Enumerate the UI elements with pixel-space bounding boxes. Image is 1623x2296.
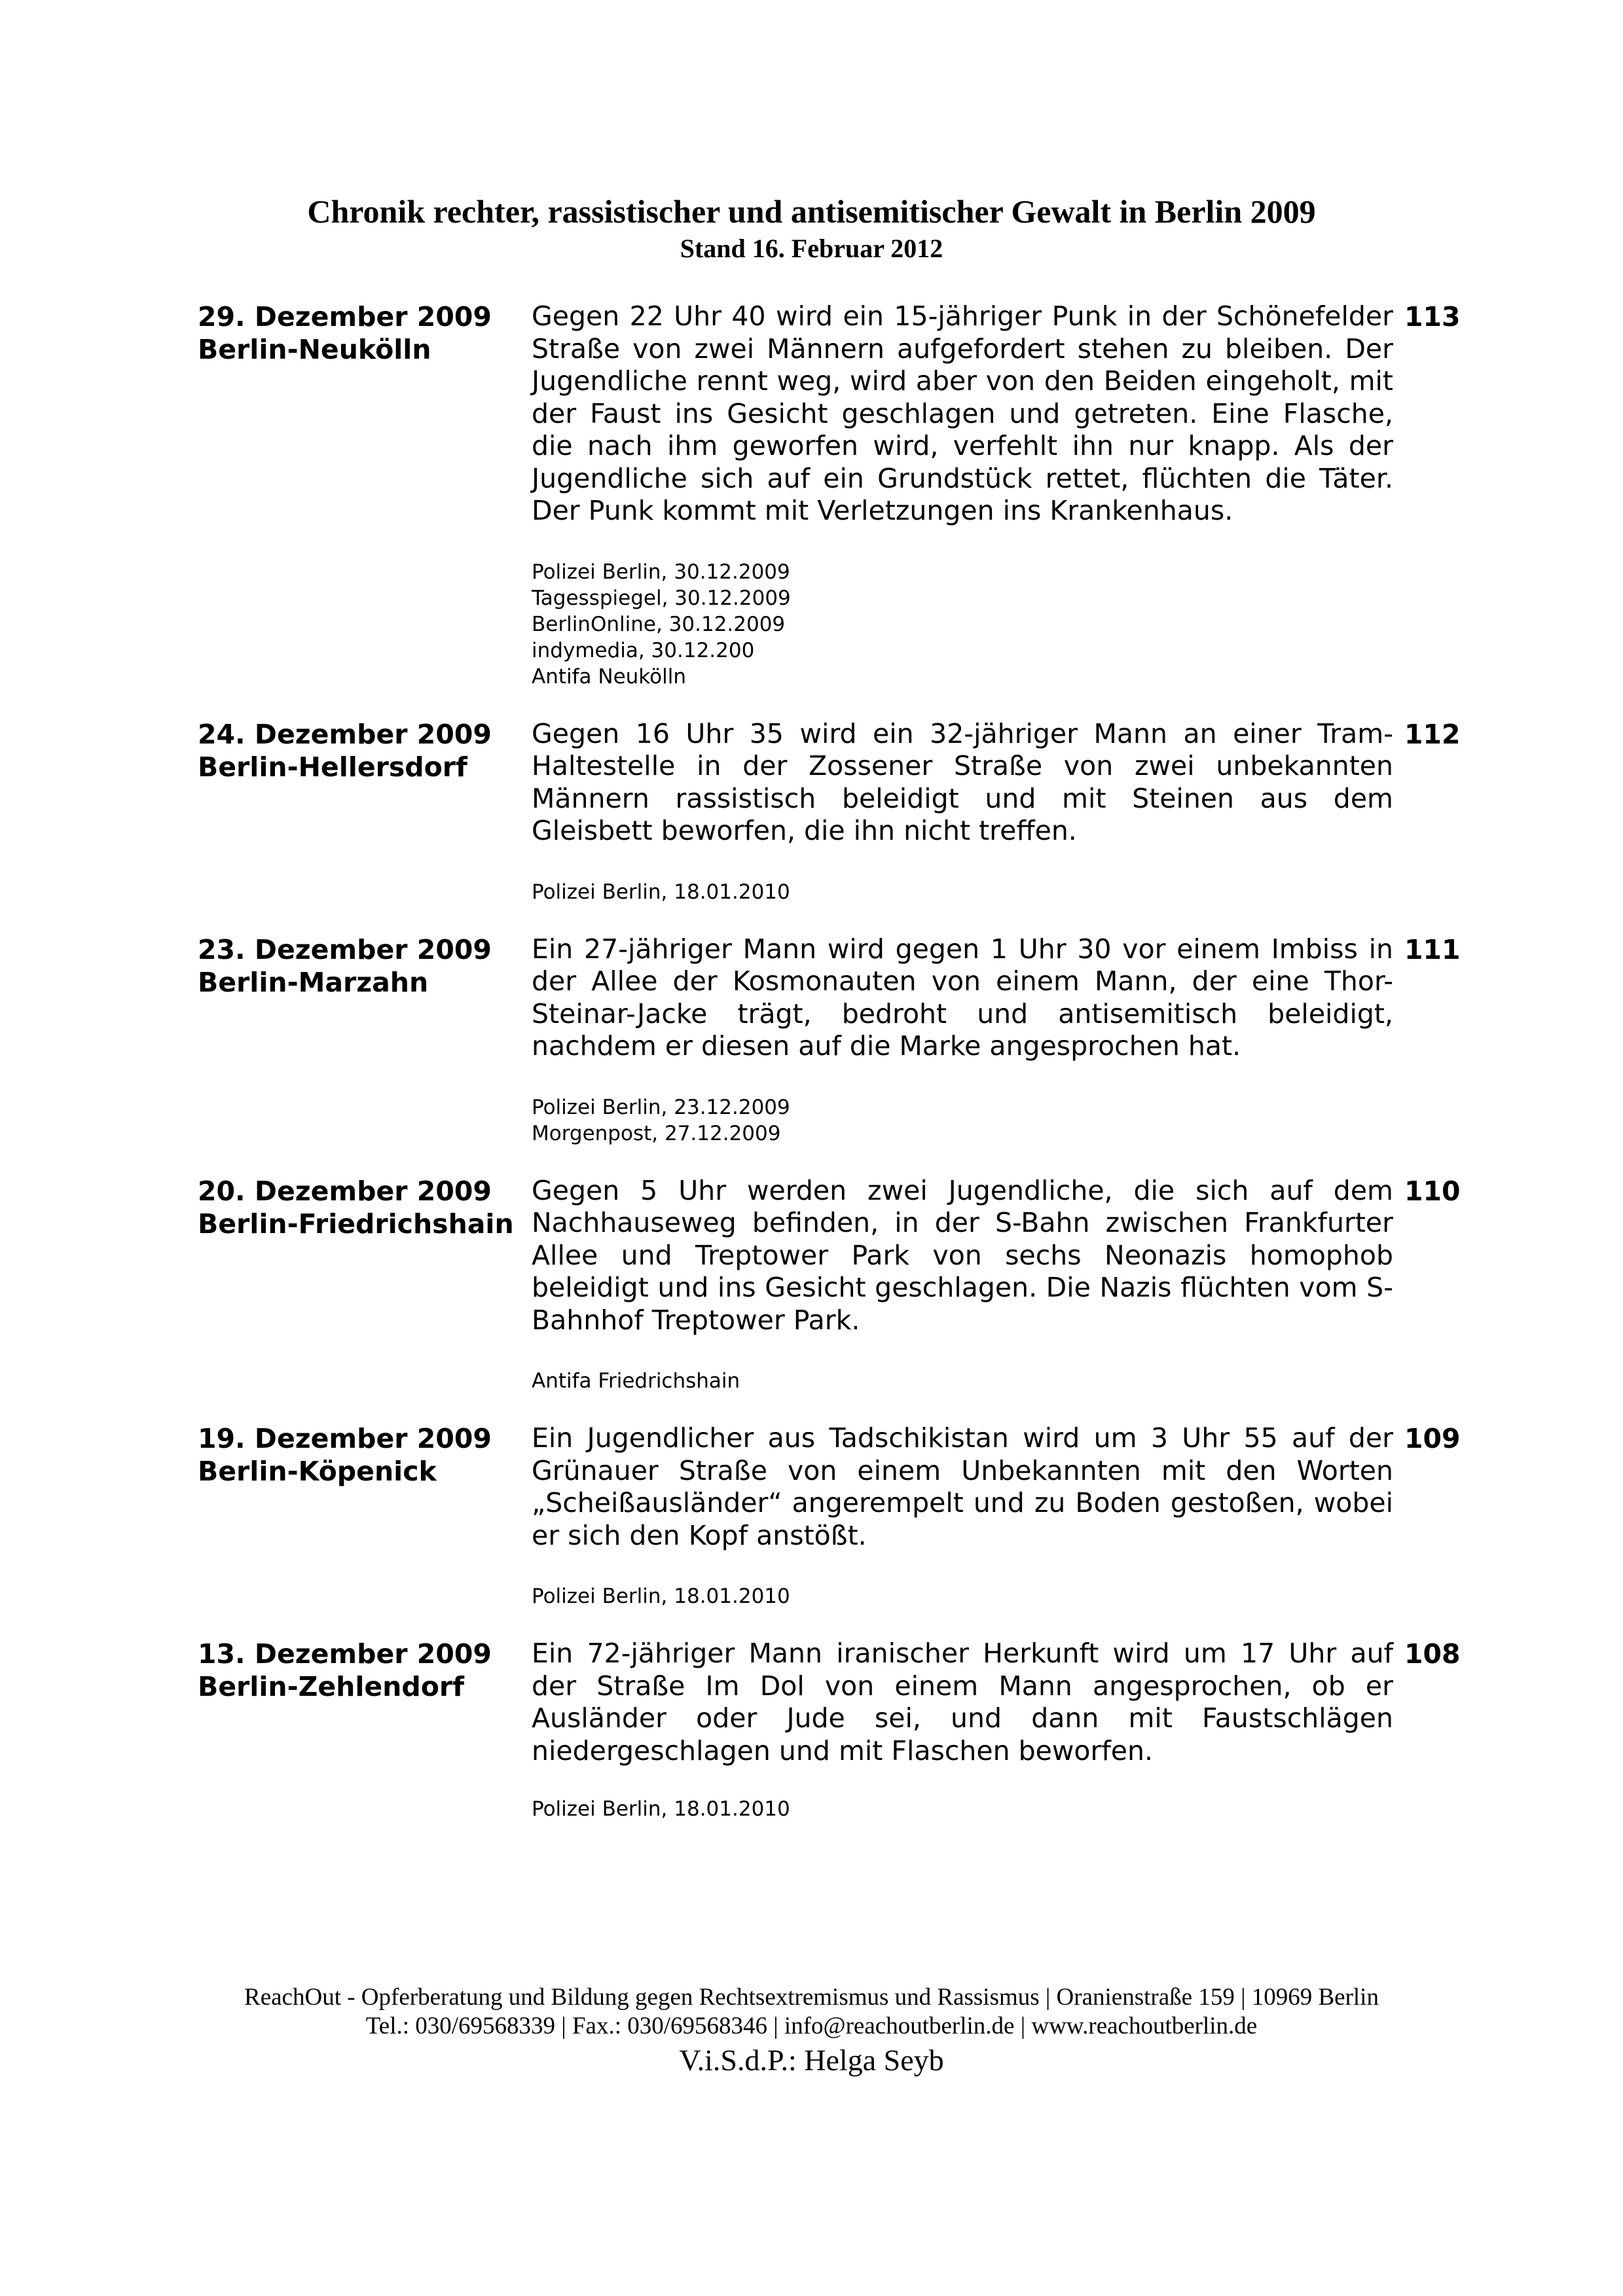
document-header	[0, 191, 1623, 266]
entry-source: Antifa Neukölln	[532, 664, 686, 689]
entry-number: 111	[1404, 933, 1461, 965]
entry-date-location	[198, 1175, 538, 1240]
entry-source: Polizei Berlin, 23.12.2009	[532, 1095, 790, 1119]
entry-date: 13. Dezember 2009	[198, 1638, 492, 1670]
entry-text: Gegen 16 Uhr 35 wird ein 32-jähriger Mann an einer Tram-Haltestelle in der Zossener Straße von zwei unbekannten Männern rassistisch beleidigt und mit Steinen aus dem Gleisbett beworfen, die ihn nicht treffen.	[532, 717, 1393, 846]
entry-location: Berlin-Hellersdorf	[198, 751, 467, 783]
entry-date-location	[198, 718, 538, 783]
page-footer	[0, 1983, 1623, 2080]
entry-sources	[532, 879, 1393, 905]
document-title: Chronik rechter, rassistischer und antisemitischer Gewalt in Berlin 2009	[307, 193, 1316, 230]
entry-text: Ein 72-jähriger Mann iranischer Herkunft wird um 17 Uhr auf der Straße Im Dol von einem Mann angesprochen, ob er Ausländer oder Jude sei, und dann mit Faustschlägen niedergeschlagen und mit Flaschen beworfen.	[532, 1638, 1393, 1767]
entry-source: BerlinOnline, 30.12.2009	[532, 612, 786, 636]
footer-organization: ReachOut - Opferberatung und Bildung gegen Rechtsextremismus und Rassismus | Oranienstraße 159 | 10969 Berlin	[244, 1984, 1379, 2011]
entry-date-location	[198, 933, 538, 999]
entry-date-location	[198, 1422, 538, 1488]
footer-contact: Tel.: 030/69568339 | Fax.: 030/69568346 | info@reachoutberlin.de | www.reachoutberlin.de	[365, 2013, 1258, 2039]
entry-source: Polizei Berlin, 30.12.2009	[532, 560, 790, 584]
entry-text: Ein 27-jähriger Mann wird gegen 1 Uhr 30 vor einem Imbiss in der Allee der Kosmonauten von einem Mann, der eine Thor-Steinar-Jacke trägt, bedroht und antisemitisch beleidigt, nachdem er diesen auf die Marke angesprochen hat.	[532, 933, 1393, 1062]
entry-number: 108	[1404, 1638, 1461, 1670]
chronicle-entry	[198, 933, 1494, 1147]
entry-sources	[532, 1368, 1393, 1394]
entry-location: Berlin-Marzahn	[198, 966, 429, 998]
entry-source: indymedia, 30.12.200	[532, 638, 755, 662]
entry-text: Ein Jugendlicher aus Tadschikistan wird um 3 Uhr 55 auf der Grünauer Straße von einem Unbekannten mit den Worten „Scheißausländer“ angerempelt und zu Boden gestoßen, wobei er sich den Kopf anstößt.	[532, 1422, 1393, 1551]
entry-number: 110	[1404, 1175, 1461, 1207]
entry-source: Polizei Berlin, 18.01.2010	[532, 880, 790, 904]
chronicle-entry	[198, 718, 1494, 905]
entry-date: 29. Dezember 2009	[198, 301, 492, 332]
entry-location: Berlin-Neukölln	[198, 334, 431, 365]
entry-body	[532, 300, 1393, 690]
entry-location: Berlin-Köpenick	[198, 1456, 437, 1487]
entry-sources	[532, 559, 1393, 690]
entry-text: Gegen 5 Uhr werden zwei Jugendliche, die sich auf dem Nachhauseweg befinden, in der S-Bahn zwischen Frankfurter Allee und Treptower Park von sechs Neonazis homophob beleidigt und ins Gesicht geschlagen. Die Nazis flüchten vom S-Bahnhof Treptower Park.	[532, 1174, 1393, 1336]
entry-body	[532, 1175, 1393, 1395]
entry-number: 112	[1404, 718, 1461, 750]
entry-date-location	[198, 1638, 538, 1703]
entry-location: Berlin-Friedrichshain	[198, 1208, 514, 1240]
entry-sources	[532, 1094, 1393, 1147]
entry-date: 24. Dezember 2009	[198, 718, 492, 750]
entry-text: Gegen 22 Uhr 40 wird ein 15-jähriger Punk in der Schönefelder Straße von zwei Männern aufgefordert stehen zu bleiben. Der Jugendliche rennt weg, wird aber von den Beiden eingeholt, mit der Faust ins Gesicht geschlagen und getreten. Eine Flasche, die nach ihm geworfen wird, verfehlt ihn nur knapp. Als der Jugendliche sich auf ein Grundstück rettet, flüchten die Täter. Der Punk kommt mit Verletzungen ins Krankenhaus.	[532, 300, 1393, 526]
entry-body	[532, 1422, 1393, 1609]
entry-source: Polizei Berlin, 18.01.2010	[532, 1797, 790, 1821]
entry-number: 109	[1404, 1423, 1461, 1454]
entry-source: Polizei Berlin, 18.01.2010	[532, 1585, 790, 1608]
entry-location: Berlin-Zehlendorf	[198, 1671, 464, 1702]
entry-sources	[532, 1796, 1393, 1822]
entry-body	[532, 1638, 1393, 1822]
chronicle-entries	[198, 300, 1494, 1822]
entry-sources	[532, 1583, 1393, 1609]
entry-date: 23. Dezember 2009	[198, 933, 492, 965]
entry-source: Morgenpost, 27.12.2009	[532, 1121, 781, 1145]
chronicle-entry	[198, 1175, 1494, 1395]
entry-date: 20. Dezember 2009	[198, 1175, 492, 1207]
entry-body	[532, 718, 1393, 905]
entry-number: 113	[1404, 301, 1461, 332]
chronicle-entry	[198, 1422, 1494, 1609]
footer-responsible: V.i.S.d.P.: Helga Seyb	[679, 2043, 944, 2077]
document-subtitle: Stand 16. Februar 2012	[680, 234, 943, 263]
chronicle-entry	[198, 1638, 1494, 1822]
entry-date-location	[198, 300, 538, 366]
entry-source: Antifa Friedrichshain	[532, 1369, 740, 1393]
entry-source: Tagesspiegel, 30.12.2009	[532, 586, 791, 610]
entry-date: 19. Dezember 2009	[198, 1423, 492, 1454]
chronicle-entry	[198, 300, 1494, 690]
entry-body	[532, 933, 1393, 1147]
